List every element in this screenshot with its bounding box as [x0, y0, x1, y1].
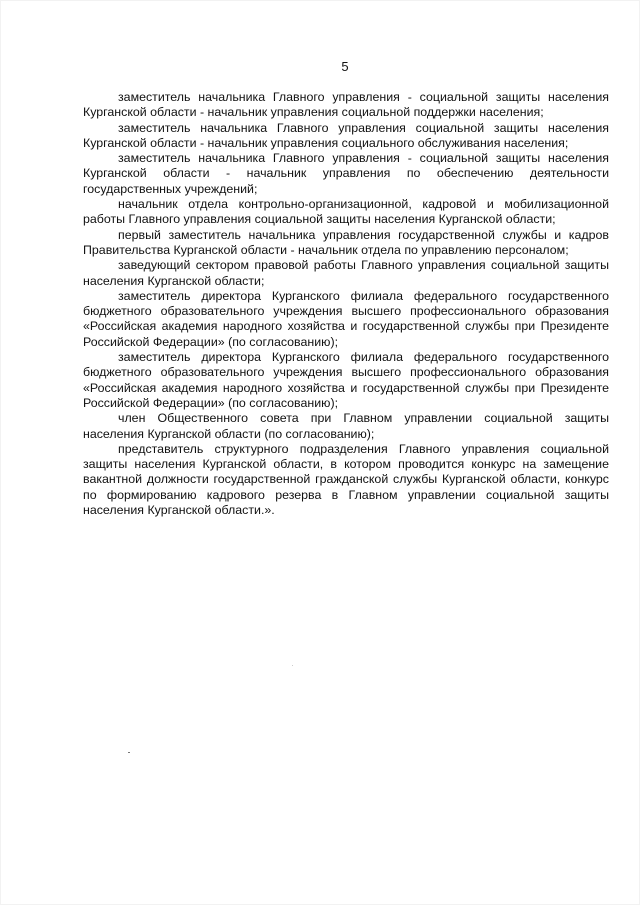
list-item: начальник отдела контрольно-организационной, кадровой и мобилизационной работы Главного управления социальной защиты населения Курганской области; [83, 197, 609, 227]
commission-member-list [83, 90, 609, 518]
page-number: 5 [341, 59, 349, 74]
list-item: первый заместитель начальника управления государственной службы и кадров Правительства Курганской области - начальник отдела по управлению персоналом; [83, 227, 609, 257]
scan-speck [292, 665, 293, 666]
list-item: заместитель директора Курганского филиала федерального государственного бюджетного образовательного учреждения высшего профессионального образования «Российская академия народного хозяйства и государственной службы при Президенте Российской Федерации» (по согласованию); [83, 350, 609, 410]
list-item: заместитель директора Курганского филиала федерального государственного бюджетного образовательного учреждения высшего профессионального образования «Российская академия народного хозяйства и государственной службы при Президенте Российской Федерации» (по согласованию); [83, 288, 609, 349]
list-item: представитель структурного подразделения Главного управления социальной защиты населения Курганской области, в котором проводится конкурс на замещение вакантной должности государственной гражданской службы Курганской области, конкурс по формированию кадрового резерва в Главном управлении социальной защиты населения Курганской области.». [83, 441, 609, 518]
list-item: заместитель начальника Главного управления - социальной защиты населения Курганской области - начальник управления социальной поддержки населения; [83, 90, 609, 120]
list-item: заместитель начальника Главного управления - социальной защиты населения Курганской области - начальник управления по обеспечению деятельности государственных учреждений; [83, 151, 609, 196]
list-item: заместитель начальника Главного управления социальной защиты населения Курганской области - начальник управления социального обслуживания населения; [83, 120, 609, 150]
list-item: член Общественного совета при Главном управлении социальной защиты населения Курганской области (по согласованию); [83, 411, 609, 441]
list-item: заведующий сектором правовой работы Главного управления социальной защиты населения Курганской области; [83, 258, 609, 288]
scan-speck [128, 752, 130, 753]
